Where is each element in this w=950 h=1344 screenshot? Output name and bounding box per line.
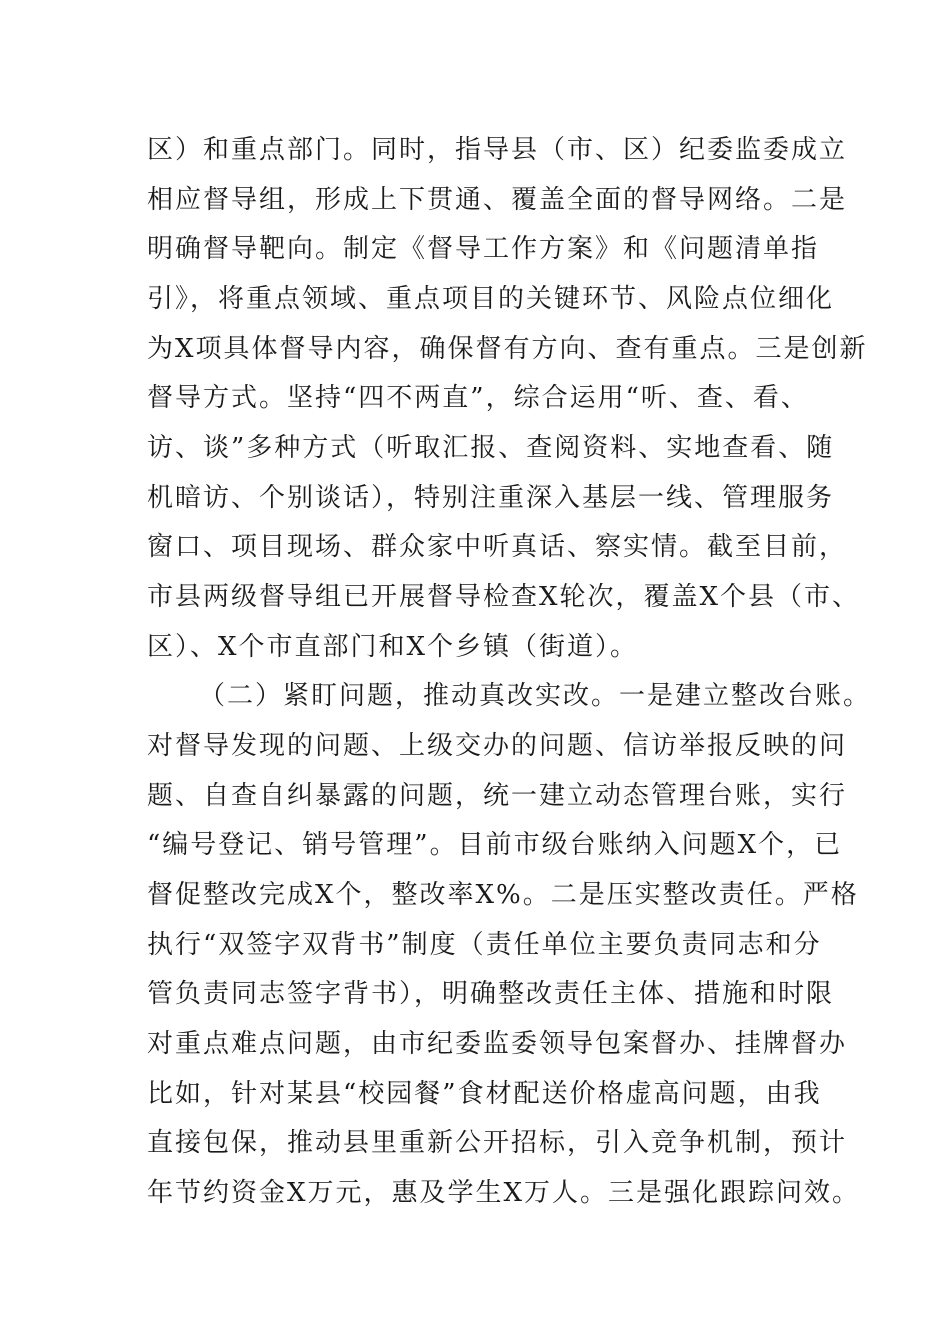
text-line-18: 管负责同志签字背书），明确整改责任主体、措施和时限	[147, 979, 835, 1009]
text-line-15: “编号登记、销号管理”。目前市级台账纳入问题X个，已	[147, 830, 843, 860]
text-line-13: 对督导发现的问题、上级交办的问题、信访举报反映的问	[147, 731, 848, 761]
text-line-16: 督促整改完成X个，整改率X%。二是压实整改责任。严格	[147, 880, 859, 910]
text-line-14: 题、自查自纠暴露的问题，统一建立动态管理台账，实行	[147, 781, 848, 811]
text-line-21: 直接包保，推动县里重新公开招标，引入竞争机制，预计	[147, 1128, 848, 1158]
text-line-22: 年节约资金X万元，惠及学生X万人。三是强化跟踪问效。	[147, 1178, 861, 1208]
text-line-2: 相应督导组，形成上下贯通、覆盖全面的督导网络。二是	[147, 185, 848, 215]
text-line-4: 引》，将重点领域、重点项目的关键环节、风险点位细化	[147, 284, 835, 314]
text-line-20: 比如，针对某县“校园餐”食材配送价格虚高问题，由我	[147, 1079, 822, 1109]
text-line-6: 督导方式。坚持“四不两直”，综合运用“听、查、看、	[147, 383, 809, 413]
text-line-10: 市县两级督导组已开展督导检查X轮次，覆盖X个县（市、	[147, 582, 861, 612]
text-line-11: 区）、X个市直部门和X个乡镇（街道）。	[147, 632, 639, 662]
text-line-7: 访、谈”多种方式（听取汇报、查阅资料、实地查看、随	[147, 433, 835, 463]
text-line-9: 窗口、项目现场、群众家中听真话、察实情。截至目前，	[147, 532, 848, 562]
paragraph-heading-2: （二）紧盯问题，推动真改实改。一是建立整改台账。	[199, 681, 872, 711]
text-line-19: 对重点难点问题，由市纪委监委领导包案督办、挂牌督办	[147, 1029, 848, 1059]
text-line-17: 执行“双签字双背书”制度（责任单位主要负责同志和分	[147, 930, 822, 960]
text-line-3: 明确督导靶向。制定《督导工作方案》和《问题清单指	[147, 234, 820, 264]
text-line-8: 机暗访、个别谈话），特别注重深入基层一线、管理服务	[147, 483, 835, 513]
text-line-1: 区）和重点部门。同时，指导县（市、区）纪委监委成立	[147, 135, 848, 165]
text-line-5: 为X项具体督导内容，确保督有方向、查有重点。三是创新	[147, 334, 868, 364]
